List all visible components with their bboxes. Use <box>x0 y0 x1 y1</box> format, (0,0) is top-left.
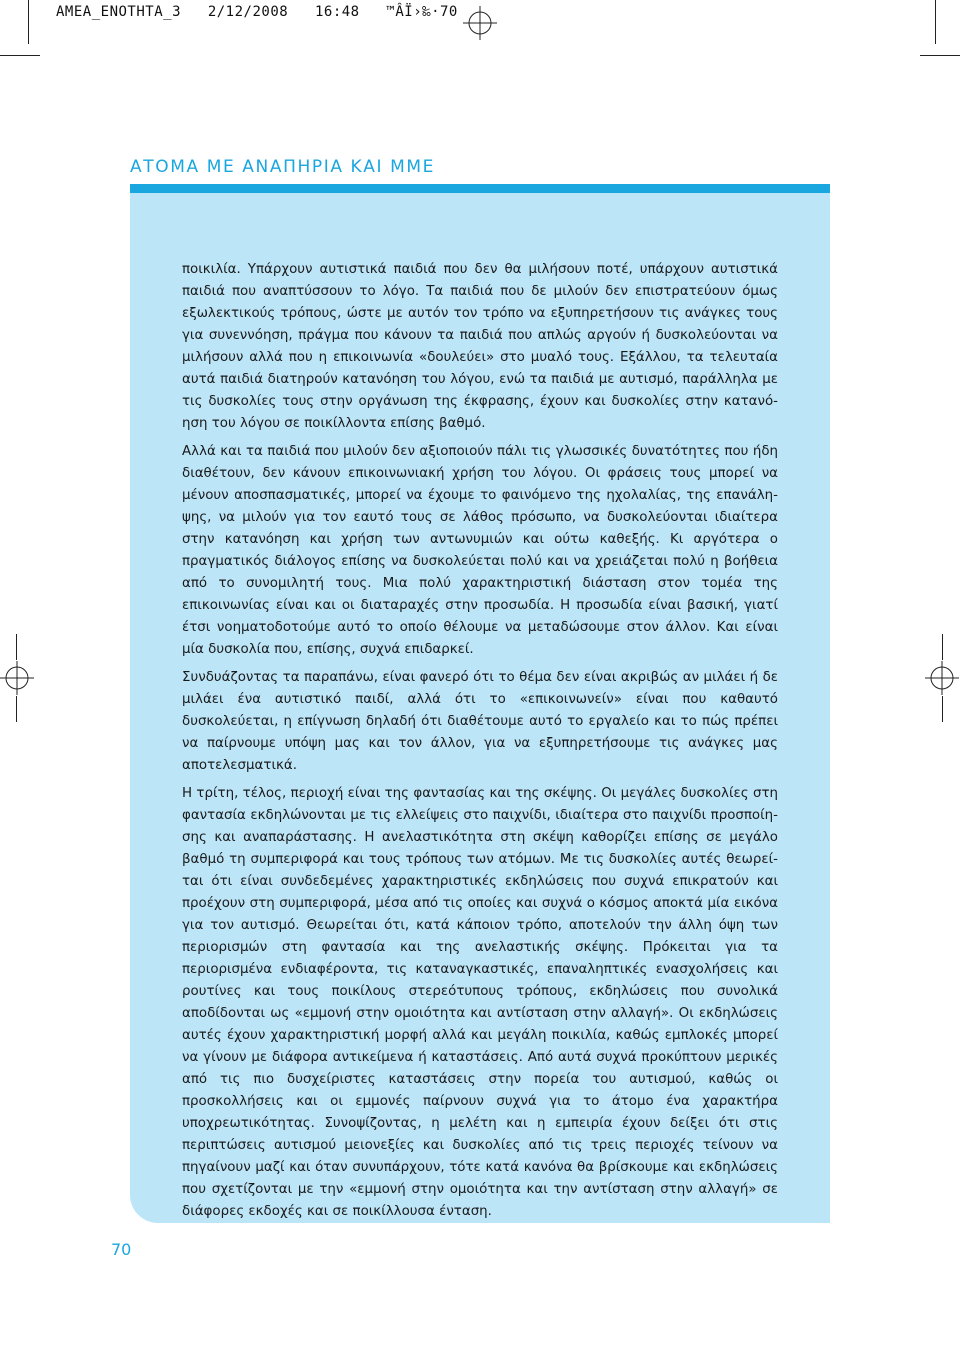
slug-file: AMEA_ENOTHTA_3 <box>56 4 182 20</box>
crop-mark-left-vertical-bottom <box>16 696 17 722</box>
registration-mark-left-icon <box>0 661 34 695</box>
registration-mark-right-icon <box>925 661 959 695</box>
paragraph-2: Αλλά και τα παιδιά που μιλούν δεν αξιοποιούν πάλι τις γλωσσικές δυνατότητες που ήδη διαθέτουν, δεν κάνουν επικοινωνιακή χρήση του λόγου. Οι φράσεις τους μπορεί να μένουν αποσπασματικές, μπορεί να έχουμε το φαινόμενο της ηχολαλίας, της επανάληψης, να μιλούν για τον εαυτό τους σε λάθος πρόσωπο, να δυσκολεύονται ιδιαίτερα στην κατανόηση και χρήση των αντωνυμιών και ούτω καθεξής. Κι αργότερα ο πραγματικός διάλογος επίσης να δυσκολεύεται πολύ και να χρειάζεται πολύ η βοήθεια από το συνομιλητή τους. Μια πολύ χαρακτηριστική διάσταση στον τομέα της επικοινωνίας είναι και οι διαταραχές στην προσωδία. Η προσωδία είναι βασική, γιατί έτσι νοηματοδοτούμε αυτό το οποίο θέλουμε να μεταδώσουμε στον άλλον. Και είναι μία δυσκολία που, επίσης, συχνά επιδαρκεί. <box>182 444 778 657</box>
crop-mark-top-right-horizontal <box>920 55 960 56</box>
slug-time: 16:48 <box>314 4 360 20</box>
title-underline-bar <box>130 184 830 193</box>
crop-mark-left-vertical-top <box>16 634 17 660</box>
page-number: 70 <box>111 1240 132 1259</box>
crop-mark-top-right-vertical <box>935 0 936 44</box>
slug-code: ™ÂÏ›‰·70 <box>386 4 458 20</box>
print-slug <box>56 4 458 20</box>
paragraph-3: Συνδυάζοντας τα παραπάνω, είναι φανερό ότι το θέμα δεν είναι ακριβώς αν μιλάει ή δε μιλάει ένα αυτιστικό παιδί, αλλά ότι το «επικοινωνείν» είναι που καθαυτό δυσκολεύεται, η επίγνωση δηλαδή ότι διαθέτουμε αυτό το εργαλείο και το πώς πρέπει να παίρνουμε υπόψη μας και τον άλλον, για να εξυπηρετήσουμε τις ανάγκες μας αποτελεσματικά. <box>182 670 778 773</box>
crop-mark-top-left-horizontal <box>0 55 40 56</box>
body-text <box>182 259 778 1223</box>
crop-mark-right-vertical-bottom <box>942 696 943 722</box>
registration-mark-top-icon <box>463 6 497 40</box>
section-title: ΑΤΟΜΑ ΜΕ ΑΝΑΠΗΡΙΑ ΚΑΙ ΜΜΕ <box>130 157 436 177</box>
crop-mark-right-vertical-top <box>942 634 943 660</box>
slug-date: 2/12/2008 <box>207 4 289 20</box>
crop-mark-top-left-vertical <box>28 0 29 44</box>
paragraph-4: Η τρίτη, τέλος, περιοχή είναι της φαντασίας και της σκέψης. Οι μεγάλες δυσκολίες στη φαντασία εκδηλώνονται με τις ελλείψεις στο παιχνίδι, ιδιαίτερα στο παιχνίδι προσποίησης και αναπαράστασης. Η ανελαστικότητα στη σκέψη καθορίζει επίσης σε μεγάλο βαθμό τη συμπεριφορά και τους τρόπους των ατόμων. Με τις δυσκολίες αυτές θεωρείται ότι είναι συνδεδεμένες χαρακτηριστικές εκδηλώσεις που συχνά επικρατούν και προέχουν στη συμπεριφορά, μέσα από τις οποίες και συχνά ο κόσμος αποκτά μία εικόνα για τον αυτισμό. Θεωρείται ότι, κατά κάποιον τρόπο, αποτελούν την άλλη όψη των περιορισμών στη φαντασία και της ανελαστικής σκέψης. Πρόκειται για τα περιορισμένα ενδιαφέροντα, τις καταναγκαστικές, επαναληπτικές ενασχολήσεις και ρουτίνες και τους ποικίλους στερεότυπους τρόπους, εκδηλώσεις που συνολικά αποδίδονται ως «εμμονή στην ομοιότητα και αντίσταση στην αλλαγή». Οι εκδηλώσεις αυτές έχουν χαρακτηριστική μορφή αλλά και μεγάλη ποικιλία, καθώς εμπλοκές μπορεί να γίνουν με διάφορα αντικείμενα ή καταστάσεις. Από αυτά συχνά προκύπτουν μερικές από τις πιο δυσχείριστες καταστάσεις στην πορεία του αυτισμού, καθώς οι προσκολλήσεις και οι εμμονές παίρνουν συχνά για το άτομο ένα χαρακτήρα υποχρεωτικότητας. Συνοψίζοντας, η μελέτη και η εμπειρία έχουν δείξει ότι στις περιπτώσεις αυτισμού μειονεξίες και δυσκολίες από τις τρεις περιοχές τείνουν να πηγαίνουν μαζί και όταν συνυπάρχουν, τότε κατά κανόνα θα βρίσκουμε και εκδηλώσεις που σχετίζονται με την «εμμονή στην ομοιότητα και την αντίσταση στην αλλαγή» σε διάφορες εκδοχές και σε ποικίλλουσα ένταση. <box>182 786 778 1219</box>
paragraph-1: ποικιλία. Υπάρχουν αυτιστικά παιδιά που δεν θα μιλήσουν ποτέ, υπάρχουν αυτιστικά παιδιά που αναπτύσσουν το λόγο. Τα παιδιά που δε μιλούν δεν επιστρατεύουν όμως εξωλεκτικούς τρόπους, ώστε με αυτόν τον τρόπο να εξυπηρετήσουν τις ανάγκες τους για συνεννόηση, πράγμα που κάνουν τα παιδιά που απλώς αργούν ή δυσκολεύονται να μιλήσουν αλλά που η επικοινωνία «δουλεύει» στο μυαλό τους. Εξάλλου, τα τελευταία αυτά παιδιά διατηρούν κατανόηση του λόγου, ενώ τα παιδιά με αυτισμό, παράλληλα με τις δυσκολίες τους στην οργάνωση της έκφρασης, έχουν και δυσκολίες στην κατανόηση του λόγου σε ποικίλλοντα επίσης βαθμό. <box>182 262 778 431</box>
